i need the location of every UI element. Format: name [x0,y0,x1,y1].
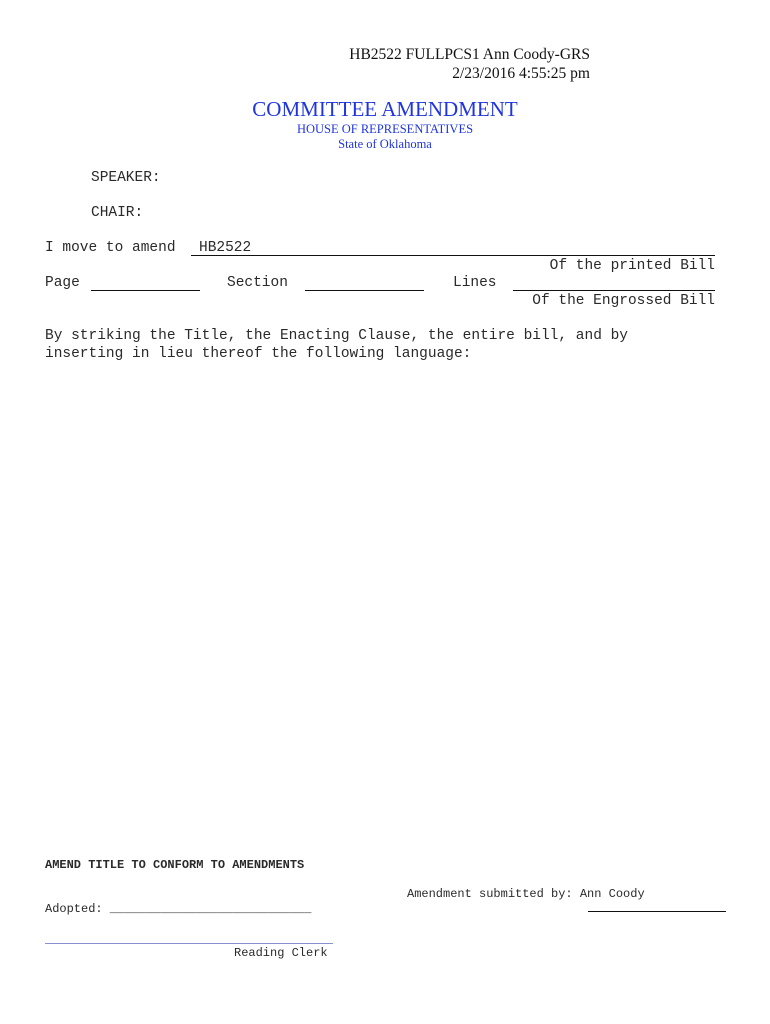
engrossed-bill-label: Of the Engrossed Bill [532,293,715,309]
section-field[interactable] [305,290,424,291]
section-label: Section [227,275,288,291]
page-field[interactable] [91,290,200,291]
reading-clerk-signature-line [45,943,333,944]
bill-identifier: HB2522 FULLPCS1 Ann Coody-GRS [349,46,590,63]
signature-line [588,911,726,912]
adopted-field[interactable]: Adopted: ____________________________ [45,902,312,916]
state-subtitle: State of Oklahoma [338,137,432,151]
body-text-line-1: By striking the Title, the Enacting Clause, the entire bill, and by [45,328,628,344]
bill-number-underline [191,255,715,256]
lines-field[interactable] [513,290,715,291]
lines-label: Lines [453,275,497,291]
page-title: COMMITTEE AMENDMENT [252,97,518,121]
timestamp: 2/23/2016 4:55:25 pm [452,65,590,82]
printed-bill-label: Of the printed Bill [549,258,715,274]
body-text-line-2: inserting in lieu thereof the following language: [45,346,472,362]
reading-clerk-label: Reading Clerk [234,946,328,960]
move-to-amend-label: I move to amend [45,240,176,256]
bill-number-value: HB2522 [199,240,252,256]
page-label: Page [45,275,80,291]
submitted-by-text: Amendment submitted by: Ann Coody [407,887,645,901]
speaker-label: SPEAKER: [91,170,161,186]
house-subtitle: HOUSE OF REPRESENTATIVES [296,122,474,136]
amend-title-heading: AMEND TITLE TO CONFORM TO AMENDMENTS [45,858,305,872]
chair-label: CHAIR: [91,205,144,221]
